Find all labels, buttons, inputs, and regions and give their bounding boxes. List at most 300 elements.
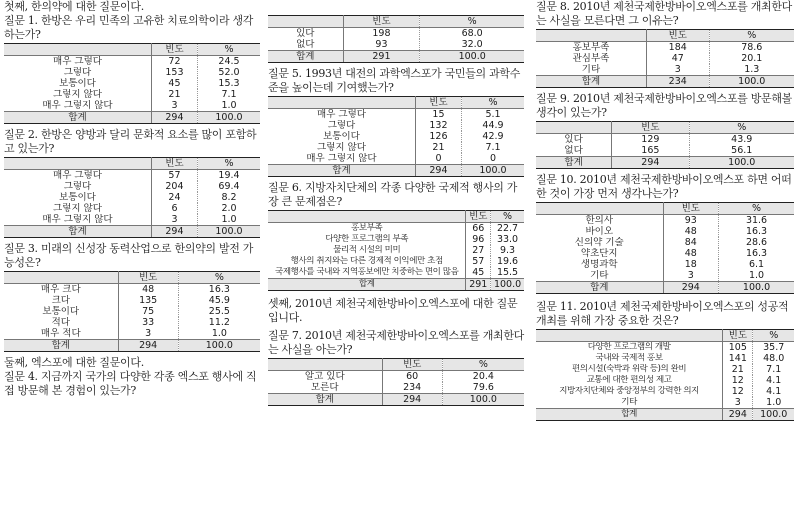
percent-cell: 15.3 <box>197 78 260 89</box>
row-label: 합계 <box>268 51 343 63</box>
table-q3 <box>4 271 260 352</box>
row-label: 기타 <box>536 64 646 76</box>
question-9: 질문 9. 2010년 제천국제한방바이오엑스포를 방문해볼 생각이 있는가? <box>536 92 792 119</box>
frequency-cell: 204 <box>165 181 184 192</box>
table-row <box>536 42 794 54</box>
frequency-cell: 129 <box>641 134 660 145</box>
frequency-cell: 84 <box>684 237 697 248</box>
frequency-cell: 27 <box>472 245 485 256</box>
question-3: 질문 3. 미래의 신성장 동력산업으로 한의약의 발전 가능성은? <box>4 242 254 269</box>
frequency-cell: 빈도 <box>118 272 178 284</box>
table-q9 <box>536 121 794 169</box>
row-label: 합계 <box>4 340 118 352</box>
column-1 <box>4 0 260 398</box>
percent-cell: 16.3 <box>178 284 260 296</box>
table-row <box>4 295 260 306</box>
row-label: 약초단지 <box>536 248 663 259</box>
table-header <box>4 44 260 56</box>
percent-cell: 48.0 <box>753 353 794 364</box>
row-label: 없다 <box>268 39 343 51</box>
row-label: 다양한 프로그램의 부족 <box>268 234 466 245</box>
frequency-cell: 빈도 <box>151 158 197 170</box>
percent-cell: 100.0 <box>178 340 260 352</box>
row-label <box>4 272 118 284</box>
section-heading-3: 셋째, 2010년 제천국제한방바이오엑스포에 대한 질문입니다. <box>268 297 518 324</box>
table-row <box>268 142 524 153</box>
table-row <box>268 153 524 165</box>
frequency-cell: 57 <box>168 170 181 181</box>
percent-cell: 1.0 <box>178 328 260 340</box>
percent-cell: 2.0 <box>197 203 260 214</box>
table-row <box>4 306 260 317</box>
frequency-cell: 빈도 <box>151 44 197 56</box>
percent-cell: 1.3 <box>709 64 794 76</box>
row-label: 매우 적다 <box>4 328 118 340</box>
frequency-cell: 3 <box>171 100 178 111</box>
frequency-cell: 141 <box>728 353 747 364</box>
frequency-cell: 198 <box>372 28 391 39</box>
percent-cell: % <box>461 97 524 109</box>
table-total <box>4 340 260 352</box>
frequency-cell: 빈도 <box>646 30 709 42</box>
row-label: 매우 크다 <box>4 284 118 296</box>
row-label: 관심부족 <box>536 53 646 64</box>
frequency-cell: 빈도 <box>663 203 719 215</box>
frequency-cell: 66 <box>472 223 485 234</box>
row-label <box>268 97 415 109</box>
frequency-cell: 15 <box>432 109 445 120</box>
frequency-cell: 3 <box>687 270 694 281</box>
frequency-cell: 빈도 <box>612 122 689 134</box>
table-q2 <box>4 157 260 238</box>
row-label: 행사의 취지와는 다른 경제적 이익에만 초점 <box>268 256 466 267</box>
percent-cell: 11.2 <box>178 317 260 328</box>
table-row <box>536 353 794 364</box>
frequency-cell: 291 <box>466 279 491 291</box>
row-label: 물리적 시설의 미미 <box>268 245 466 256</box>
frequency-cell: 12 <box>731 375 744 386</box>
percent-cell: 100.0 <box>709 76 794 88</box>
percent-cell: 4.1 <box>753 375 794 386</box>
table-row <box>268 382 524 394</box>
row-label: 없다 <box>536 145 612 157</box>
percent-cell: 19.6 <box>491 256 524 267</box>
row-label <box>268 359 382 371</box>
table-header <box>268 211 524 223</box>
percent-cell: % <box>719 203 794 215</box>
frequency-cell: 93 <box>375 39 388 50</box>
table-q8 <box>536 29 794 88</box>
percent-cell: 31.6 <box>719 215 794 227</box>
row-label: 매우 그렇다 <box>4 56 151 68</box>
percent-cell: % <box>178 272 260 284</box>
table-total <box>536 282 794 294</box>
table-q1 <box>4 43 260 124</box>
table-row <box>536 53 794 64</box>
frequency-cell: 빈도 <box>382 359 442 371</box>
frequency-cell: 75 <box>142 306 155 317</box>
percent-cell: 9.3 <box>491 245 524 256</box>
table-row <box>268 234 524 245</box>
percent-cell: 33.0 <box>491 234 524 245</box>
row-label <box>4 44 151 56</box>
frequency-cell: 3 <box>674 64 681 75</box>
table-row <box>536 134 794 146</box>
table-row <box>536 226 794 237</box>
row-label: 홍보부족 <box>268 223 466 235</box>
table-row <box>536 145 794 157</box>
percent-cell: 20.1 <box>709 53 794 64</box>
frequency-cell: 184 <box>668 42 687 53</box>
frequency-cell: 빈도 <box>723 330 753 342</box>
row-label: 합계 <box>268 394 382 406</box>
table-total <box>268 51 524 63</box>
percent-cell: 0 <box>461 153 524 165</box>
row-label: 매우 그렇지 않다 <box>4 100 151 112</box>
table-row <box>536 364 794 375</box>
column-2 <box>268 14 524 408</box>
row-label <box>4 158 151 170</box>
table-header <box>4 158 260 170</box>
table-header <box>4 272 260 284</box>
table-row <box>4 67 260 78</box>
row-label: 기타 <box>536 397 723 409</box>
row-label: 합계 <box>4 112 151 124</box>
percent-cell: 7.1 <box>753 364 794 375</box>
table-row <box>536 248 794 259</box>
frequency-cell: 45 <box>168 78 181 89</box>
frequency-cell: 45 <box>472 267 485 278</box>
percent-cell: 4.1 <box>753 386 794 397</box>
percent-cell: 32.0 <box>420 39 524 51</box>
frequency-cell: 294 <box>382 394 442 406</box>
percent-cell: 68.0 <box>420 28 524 40</box>
table-total <box>4 112 260 124</box>
percent-cell: 43.9 <box>689 134 794 146</box>
table-header <box>536 330 794 342</box>
table-total <box>268 279 524 291</box>
row-label: 다양한 프로그램의 개발 <box>536 342 723 354</box>
table-row <box>268 223 524 235</box>
row-label: 합계 <box>536 282 663 294</box>
question-4: 질문 4. 지금까지 국가의 다양한 각종 엑스포 행사에 직접 방문해 본 경험이 있는가? <box>4 370 257 397</box>
table-row <box>4 181 260 192</box>
frequency-cell: 0 <box>435 153 442 164</box>
row-label: 모른다 <box>268 382 382 394</box>
percent-cell: 100.0 <box>461 165 524 177</box>
table-row <box>4 192 260 203</box>
row-label <box>536 122 612 134</box>
table-row <box>536 386 794 397</box>
frequency-cell: 126 <box>429 131 448 142</box>
percent-cell: % <box>197 44 260 56</box>
percent-cell: % <box>197 158 260 170</box>
percent-cell: 24.5 <box>197 56 260 68</box>
question-6: 질문 6. 지방자치단체의 각종 다양한 국제적 행사의 가장 큰 문제점은? <box>268 181 518 208</box>
percent-cell: 100.0 <box>442 394 524 406</box>
row-label: 한의사 <box>536 215 663 227</box>
percent-cell: 52.0 <box>197 67 260 78</box>
column-3 <box>536 0 794 423</box>
frequency-cell: 234 <box>646 76 709 88</box>
table-row <box>4 78 260 89</box>
table-row <box>4 100 260 112</box>
percent-cell: 100.0 <box>491 279 524 291</box>
percent-cell: 56.1 <box>689 145 794 157</box>
percent-cell: % <box>689 122 794 134</box>
row-label: 지방자치단체와 중앙정부의 강력한 의지 <box>536 386 723 397</box>
table-row <box>4 89 260 100</box>
percent-cell: 1.0 <box>197 214 260 226</box>
table-header <box>268 359 524 371</box>
row-label: 국제행사를 국내와 지역홍보에만 치중하는 면이 많음 <box>268 267 466 279</box>
row-label <box>536 30 646 42</box>
row-label: 합계 <box>536 76 646 88</box>
frequency-cell: 47 <box>671 53 684 64</box>
frequency-cell: 60 <box>406 371 419 382</box>
table-header <box>536 30 794 42</box>
frequency-cell: 21 <box>168 89 181 100</box>
table-row <box>4 328 260 340</box>
table-row <box>536 342 794 354</box>
table-row <box>536 64 794 76</box>
percent-cell: 6.1 <box>719 259 794 270</box>
percent-cell: 78.6 <box>709 42 794 54</box>
percent-cell: 100.0 <box>197 112 260 124</box>
row-label: 신의약 기술 <box>536 237 663 248</box>
section-heading-1: 첫째, 한의약에 대한 질문이다. <box>4 0 144 13</box>
percent-cell: % <box>753 330 794 342</box>
percent-cell: 100.0 <box>689 157 794 169</box>
percent-cell: % <box>709 30 794 42</box>
frequency-cell: 294 <box>415 165 461 177</box>
row-label: 합계 <box>536 409 723 421</box>
percent-cell: 79.6 <box>442 382 524 394</box>
question-5: 질문 5. 1993년 대전의 과학엑스포가 국민들의 과학수준을 높이는데 기여했는가? <box>268 67 521 94</box>
table-row <box>268 371 524 383</box>
row-label: 그렇다 <box>4 67 151 78</box>
row-label: 그렇다 <box>268 120 415 131</box>
frequency-cell: 33 <box>142 317 155 328</box>
percent-cell: 35.7 <box>753 342 794 354</box>
row-label <box>268 16 343 28</box>
table-row <box>4 56 260 68</box>
table-header <box>536 203 794 215</box>
table-row <box>268 109 524 121</box>
frequency-cell: 294 <box>118 340 178 352</box>
percent-cell: % <box>420 16 524 28</box>
frequency-cell: 294 <box>151 112 197 124</box>
table-q11 <box>536 329 794 421</box>
percent-cell: 5.1 <box>461 109 524 121</box>
frequency-cell: 3 <box>734 397 741 408</box>
percent-cell: 100.0 <box>420 51 524 63</box>
row-label: 교통에 대한 편의성 제고 <box>536 375 723 386</box>
percent-cell: % <box>442 359 524 371</box>
row-label <box>536 330 723 342</box>
frequency-cell: 96 <box>472 234 485 245</box>
percent-cell: 22.7 <box>491 223 524 235</box>
frequency-cell: 291 <box>343 51 420 63</box>
row-label: 그렇다 <box>4 181 151 192</box>
percent-cell: 7.1 <box>197 89 260 100</box>
row-label: 그렇지 않다 <box>4 89 151 100</box>
row-label: 매우 그렇지 않다 <box>4 214 151 226</box>
table-q10 <box>536 202 794 294</box>
table-q4 <box>268 15 524 63</box>
percent-cell: 100.0 <box>719 282 794 294</box>
frequency-cell: 48 <box>684 226 697 237</box>
frequency-cell: 135 <box>139 295 158 306</box>
frequency-cell: 빈도 <box>466 211 491 223</box>
table-row <box>268 131 524 142</box>
frequency-cell: 72 <box>168 56 181 67</box>
frequency-cell: 18 <box>684 259 697 270</box>
table-q7 <box>268 358 524 406</box>
table-total <box>536 76 794 88</box>
table-row <box>536 397 794 409</box>
percent-cell: 1.0 <box>197 100 260 112</box>
table-row <box>536 215 794 227</box>
table-total <box>268 394 524 406</box>
percent-cell: 8.2 <box>197 192 260 203</box>
row-label: 합계 <box>536 157 612 169</box>
percent-cell: 44.9 <box>461 120 524 131</box>
frequency-cell: 24 <box>168 192 181 203</box>
frequency-cell: 빈도 <box>415 97 461 109</box>
frequency-cell: 57 <box>472 256 485 267</box>
question-7: 질문 7. 2010년 제천국제한방바이오엑스포를 개최한다는 사실을 아는가? <box>268 329 524 356</box>
frequency-cell: 빈도 <box>343 16 420 28</box>
percent-cell: 19.4 <box>197 170 260 182</box>
question-11: 질문 11. 2010년 제천국제한방바이오엑스포의 성공적 개최를 위해 가장 중요한 것은? <box>536 300 789 327</box>
row-label: 매우 그렇다 <box>4 170 151 182</box>
frequency-cell: 165 <box>641 145 660 156</box>
frequency-cell: 93 <box>684 215 697 226</box>
table-header <box>536 122 794 134</box>
table-row <box>268 256 524 267</box>
table-total <box>4 226 260 238</box>
table-header <box>268 16 524 28</box>
row-label: 기타 <box>536 270 663 282</box>
table-row <box>536 375 794 386</box>
frequency-cell: 294 <box>723 409 753 421</box>
row-label: 그렇지 않다 <box>268 142 415 153</box>
frequency-cell: 132 <box>429 120 448 131</box>
row-label <box>536 203 663 215</box>
frequency-cell: 3 <box>171 214 178 225</box>
frequency-cell: 105 <box>728 342 747 353</box>
table-header <box>268 97 524 109</box>
percent-cell: 69.4 <box>197 181 260 192</box>
row-label: 보통이다 <box>268 131 415 142</box>
frequency-cell: 48 <box>142 284 155 295</box>
table-row <box>268 267 524 279</box>
percent-cell: % <box>491 211 524 223</box>
row-label: 보통이다 <box>4 192 151 203</box>
table-row <box>268 39 524 51</box>
frequency-cell: 21 <box>432 142 445 153</box>
table-total <box>268 165 524 177</box>
percent-cell: 15.5 <box>491 267 524 279</box>
frequency-cell: 294 <box>151 226 197 238</box>
row-label: 매우 그렇다 <box>268 109 415 121</box>
percent-cell: 100.0 <box>753 409 794 421</box>
table-row <box>536 237 794 248</box>
frequency-cell: 12 <box>731 386 744 397</box>
frequency-cell: 21 <box>731 364 744 375</box>
table-row <box>4 203 260 214</box>
frequency-cell: 294 <box>612 157 689 169</box>
row-label: 있다 <box>268 28 343 40</box>
table-row <box>4 170 260 182</box>
percent-cell: 100.0 <box>197 226 260 238</box>
frequency-cell: 6 <box>171 203 178 214</box>
row-label: 그렇지 않다 <box>4 203 151 214</box>
percent-cell: 20.4 <box>442 371 524 383</box>
row-label: 보통이다 <box>4 306 118 317</box>
row-label <box>268 211 466 223</box>
row-label: 국내와 국제적 홍보 <box>536 353 723 364</box>
frequency-cell: 294 <box>663 282 719 294</box>
percent-cell: 45.9 <box>178 295 260 306</box>
row-label: 합계 <box>4 226 151 238</box>
row-label: 있다 <box>536 134 612 146</box>
question-2: 질문 2. 한방은 양방과 달리 문화적 요소를 많이 포함하고 있는가? <box>4 128 257 155</box>
question-1: 질문 1. 한방은 우리 민족의 고유한 치료의학이라 생각하는가? <box>4 14 254 41</box>
table-q6 <box>268 210 524 291</box>
row-label: 생명과학 <box>536 259 663 270</box>
table-total <box>536 157 794 169</box>
table-row <box>4 284 260 296</box>
table-row <box>268 245 524 256</box>
row-label: 적다 <box>4 317 118 328</box>
table-row <box>536 259 794 270</box>
percent-cell: 25.5 <box>178 306 260 317</box>
question-10: 질문 10. 2010년 제천국제한방바이오엑스포 하면 어떠한 것이 가장 먼저 생각나는가? <box>536 173 792 200</box>
table-row <box>4 214 260 226</box>
percent-cell: 7.1 <box>461 142 524 153</box>
row-label: 보통이다 <box>4 78 151 89</box>
percent-cell: 28.6 <box>719 237 794 248</box>
question-8: 질문 8. 2010년 제천국제한방바이오엑스포를 개최한다는 사실을 모른다면 그 이유는? <box>536 0 792 27</box>
table-row <box>268 28 524 40</box>
percent-cell: 16.3 <box>719 226 794 237</box>
frequency-cell: 153 <box>165 67 184 78</box>
row-label: 매우 그렇지 않다 <box>268 153 415 165</box>
row-label: 합계 <box>268 165 415 177</box>
percent-cell: 42.9 <box>461 131 524 142</box>
row-label: 알고 있다 <box>268 371 382 383</box>
table-row <box>4 317 260 328</box>
percent-cell: 1.0 <box>719 270 794 282</box>
table-row <box>268 120 524 131</box>
frequency-cell: 3 <box>145 328 152 339</box>
row-label: 크다 <box>4 295 118 306</box>
section-heading-2: 둘째, 엑스포에 대한 질문이다. <box>4 356 144 369</box>
frequency-cell: 48 <box>684 248 697 259</box>
percent-cell: 1.0 <box>753 397 794 409</box>
row-label: 편의시설(숙박과 위락 등)의 완비 <box>536 364 723 375</box>
table-row <box>536 270 794 282</box>
table-total <box>536 409 794 421</box>
frequency-cell: 234 <box>403 382 422 393</box>
row-label: 합계 <box>268 279 466 291</box>
row-label: 바이오 <box>536 226 663 237</box>
percent-cell: 16.3 <box>719 248 794 259</box>
row-label: 홍보부족 <box>536 42 646 54</box>
table-q5 <box>268 96 524 177</box>
